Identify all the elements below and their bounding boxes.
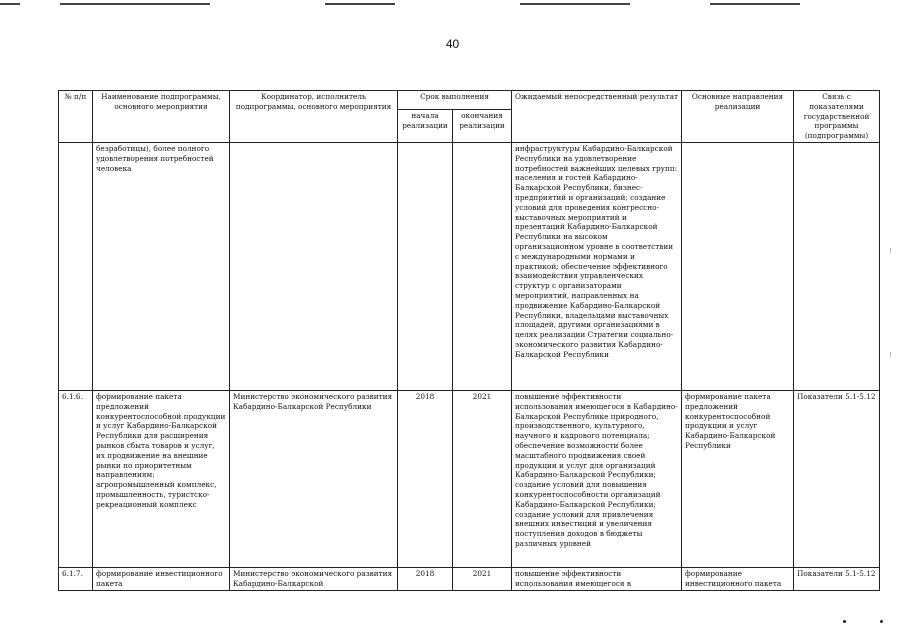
cell-num: 6.1.6. <box>59 390 93 567</box>
header-result: Ожидаемый непосредственный результат <box>512 91 682 143</box>
cell-directions: формирование пакета предложений конкурентоспособной продукции и услуг Кабардино-Балкарской Республики <box>682 390 794 567</box>
scan-edge-mark <box>60 3 210 5</box>
table-row <box>59 390 880 567</box>
cell-end: 2021 <box>453 390 512 567</box>
cell-result: повышение эффективности использования имеющегося в Кабардино-Балкарской Республике природного, производственного, культурного, научного и кадрового потенциала; обеспечение возможности более масштабного продвижения своей продукции и услуг для организаций Кабардино-Балкарской Республики; создание условий для повышения конкурентоспособности организаций Кабардино-Балкарской Республики; создание условий для привлечения внешних инвестиций и увеличения поступления доходов в бюджеты различных уровней <box>512 390 682 567</box>
header-name: Наименование подпрограммы, основного мероприятия <box>93 91 230 143</box>
cell-coordinator: Министерство экономического развития Кабардино-Балкарской <box>230 567 398 590</box>
cell-result: повышение эффективности использования имеющегося в <box>512 567 682 590</box>
header-start: начала реализации <box>398 109 453 142</box>
header-num: № п/п <box>59 91 93 143</box>
header-coordinator: Координатор, исполнитель подпрограммы, основного мероприятия <box>230 91 398 143</box>
cell-end <box>453 142 512 390</box>
cell-result: инфраструктуры Кабардино-Балкарской Республики на удовлетворение потребностей важнейших целевых групп: населения и гостей Кабардино-Балкарской Республики, бизнес-предприятий и организаций; создание условий для проведения конгрессно-выставочных мероприятий и презентаций Кабардино-Балкарской Республики на высоком организационном уровне в соответствии с международными нормами и практикой; обеспечение эффективного взаимодействия управленческих структур с организаторами мероприятий, направленных на продвижение Кабардино-Балкарской Республики, владельцами выставочных площадей, другими организациями в целях реализации Стратегии социально-экономического развития Кабардино-Балкарской Республики <box>512 142 682 390</box>
scan-edge-mark <box>325 3 395 5</box>
table-header-row <box>59 91 880 110</box>
cell-start: 2018 <box>398 390 453 567</box>
cell-name: формирование инвестиционного пакета <box>93 567 230 590</box>
header-end: окончания реализации <box>453 109 512 142</box>
scan-edge-mark <box>0 3 20 5</box>
table-row <box>59 567 880 590</box>
header-term: Срок выполнения <box>398 91 512 110</box>
cell-start <box>398 142 453 390</box>
scan-margin-mark <box>890 352 891 357</box>
scan-speck <box>880 620 883 623</box>
header-directions: Основные направления реализации <box>682 91 794 143</box>
cell-link <box>794 142 880 390</box>
cell-directions: формирование инвестиционного пакета <box>682 567 794 590</box>
cell-directions <box>682 142 794 390</box>
scan-speck <box>843 620 846 623</box>
cell-coordinator: Министерство экономического развития Кабардино-Балкарской Республики <box>230 390 398 567</box>
cell-coordinator <box>230 142 398 390</box>
scan-margin-mark <box>890 248 891 253</box>
cell-start: 2018 <box>398 567 453 590</box>
scan-edge-mark <box>520 3 630 5</box>
cell-num: 6.1.7. <box>59 567 93 590</box>
cell-name: безработицы), более полного удовлетворения потребностей человека <box>93 142 230 390</box>
header-link: Связь с показателями государственной программы (подпрограммы) <box>794 91 880 143</box>
program-measures-table <box>58 90 880 591</box>
cell-link: Показатели 5.1-5.12 <box>794 567 880 590</box>
table-row <box>59 142 880 390</box>
cell-end: 2021 <box>453 567 512 590</box>
cell-num <box>59 142 93 390</box>
scan-edge-mark <box>710 3 800 5</box>
cell-link: Показатели 5.1-5.12 <box>794 390 880 567</box>
cell-name: формирование пакета предложений конкурентоспособной продукции и услуг Кабардино-Балкарской Республики для расширения рынков сбыта товаров и услуг, их продвижение на внешние рынки по приоритетным направлениям: агропромышленный комплекс, промышленность, туристско-рекреационный комплекс <box>93 390 230 567</box>
page-number: 40 <box>445 37 460 51</box>
